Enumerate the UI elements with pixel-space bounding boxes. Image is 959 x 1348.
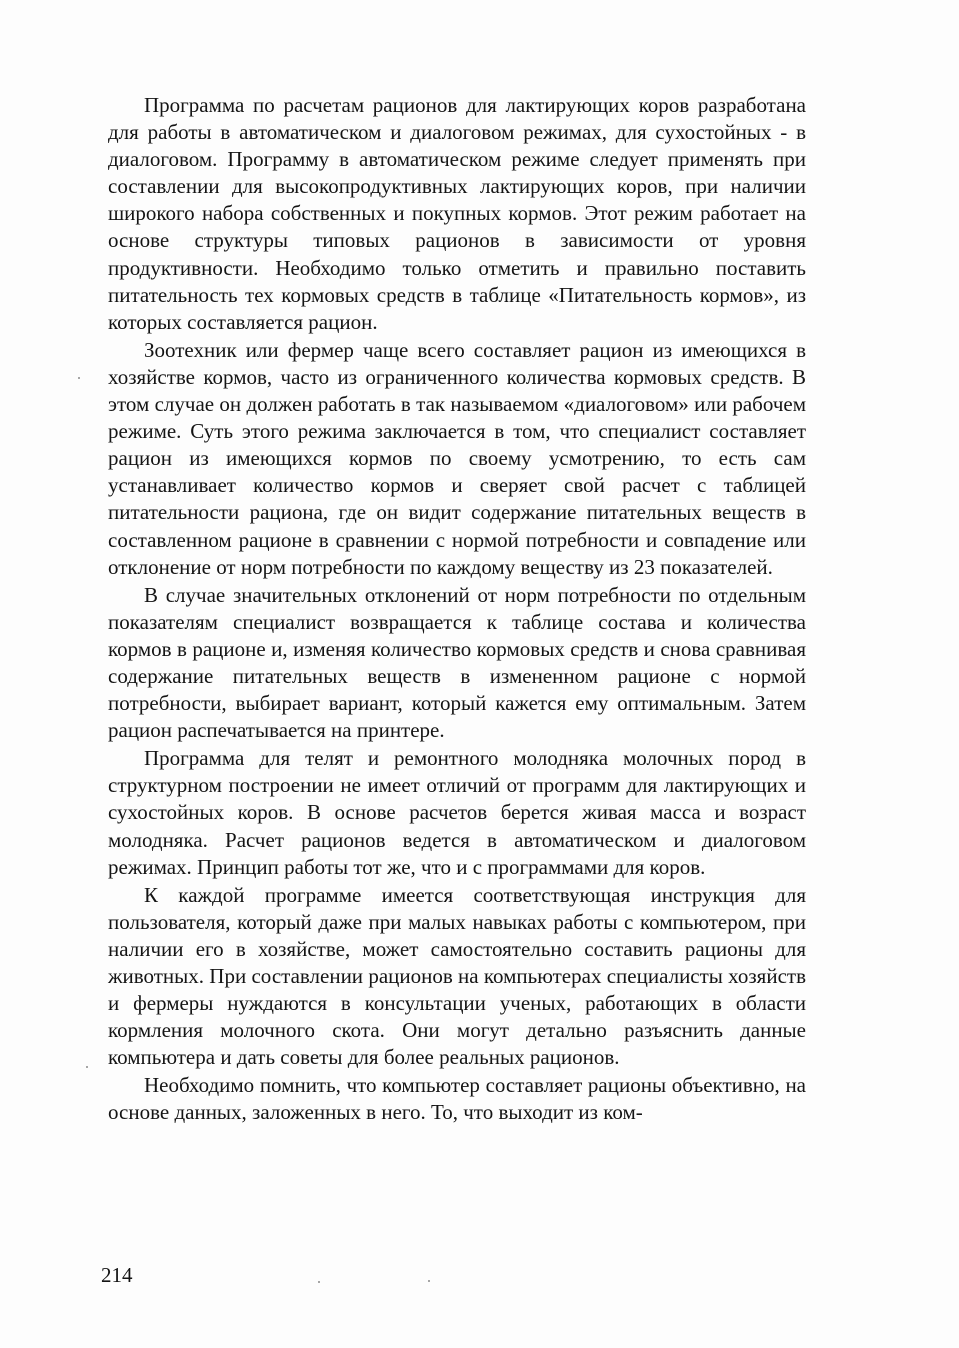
paragraph-5: К каждой программе имеется соответствующая инструкция для пользователя, который даже при малых навыках работы с компьютером, при наличии его в хозяйстве, может самостоятельно составить рационы для животных. При составлении рационов на компьютерах специалисты хозяйств и фермеры нуждаются в консультации ученых, работающих в области кормления молочного скота. Они могут детально разъяснить данные компьютера и дать советы для более реальных рационов. xyxy=(108,882,806,1070)
scan-speck xyxy=(86,1066,88,1068)
page-number: 214 xyxy=(101,1263,133,1287)
scan-speck xyxy=(318,1281,320,1283)
scan-speck xyxy=(78,377,80,379)
body-text xyxy=(108,92,806,1128)
paragraph-4: Программа для телят и ремонтного молодняка молочных пород в структурном построении не имеет отличий от программ для лактирующих и сухостойных коров. В основе расчетов берется живая масса и возраст молодняка. Расчет рационов ведется в автоматическом и диалоговом режимах. Принцип работы тот же, что и с программами для коров. xyxy=(108,746,806,879)
scan-speck xyxy=(428,1280,430,1282)
paragraph-6: Необходимо помнить, что компьютер составляет рационы объективно, на основе данных, заложенных в него. То, что выходит из ком- xyxy=(108,1073,806,1125)
paragraph-3: В случае значительных отклонений от норм потребности по отдельным показателям специалист возвращается к таблице состава и количества кормов в рационе и, изменяя количество кормовых средств и снова сравнивая содержание питательных веществ в измененном рационе с нормой потребности, выбирает вариант, который кажется ему оптимальным. Затем рацион распечатывается на принтере. xyxy=(108,582,806,743)
paragraph-1: Программа по расчетам рационов для лактирующих коров разработана для работы в автоматическом и диалоговом режимах, для сухостойных - в диалоговом. Программу в автоматическом режиме следует применять при составлении для высокопродуктивных лактирующих коров, при наличии широкого набора собственных и покупных кормов. Этот режим работает на основе структуры типовых рационов в зависимости от уровня продуктивности. Необходимо только отметить и правильно поставить питательность тех кормовых средств в таблице «Питательность кормов», из которых составляется рацион. xyxy=(108,93,806,334)
paragraph-2: Зоотехник или фермер чаще всего составляет рацион из имеющихся в хозяйстве кормов, часто из ограниченного количества кормовых средств. В этом случае он должен работать в так называемом «диалоговом» или рабочем режиме. Суть этого режима заключается в том, что специалист составляет рацион из имеющихся кормов по своему усмотрению, то есть сам устанавливает количество кормов и сверяет свой расчет с таблицей питательности рациона, где он видит содержание питательных веществ в составленном рационе в сравнении с нормой потребности и совпадение или отклонение от норм потребности по каждому веществу из 23 показателей. xyxy=(108,337,806,579)
